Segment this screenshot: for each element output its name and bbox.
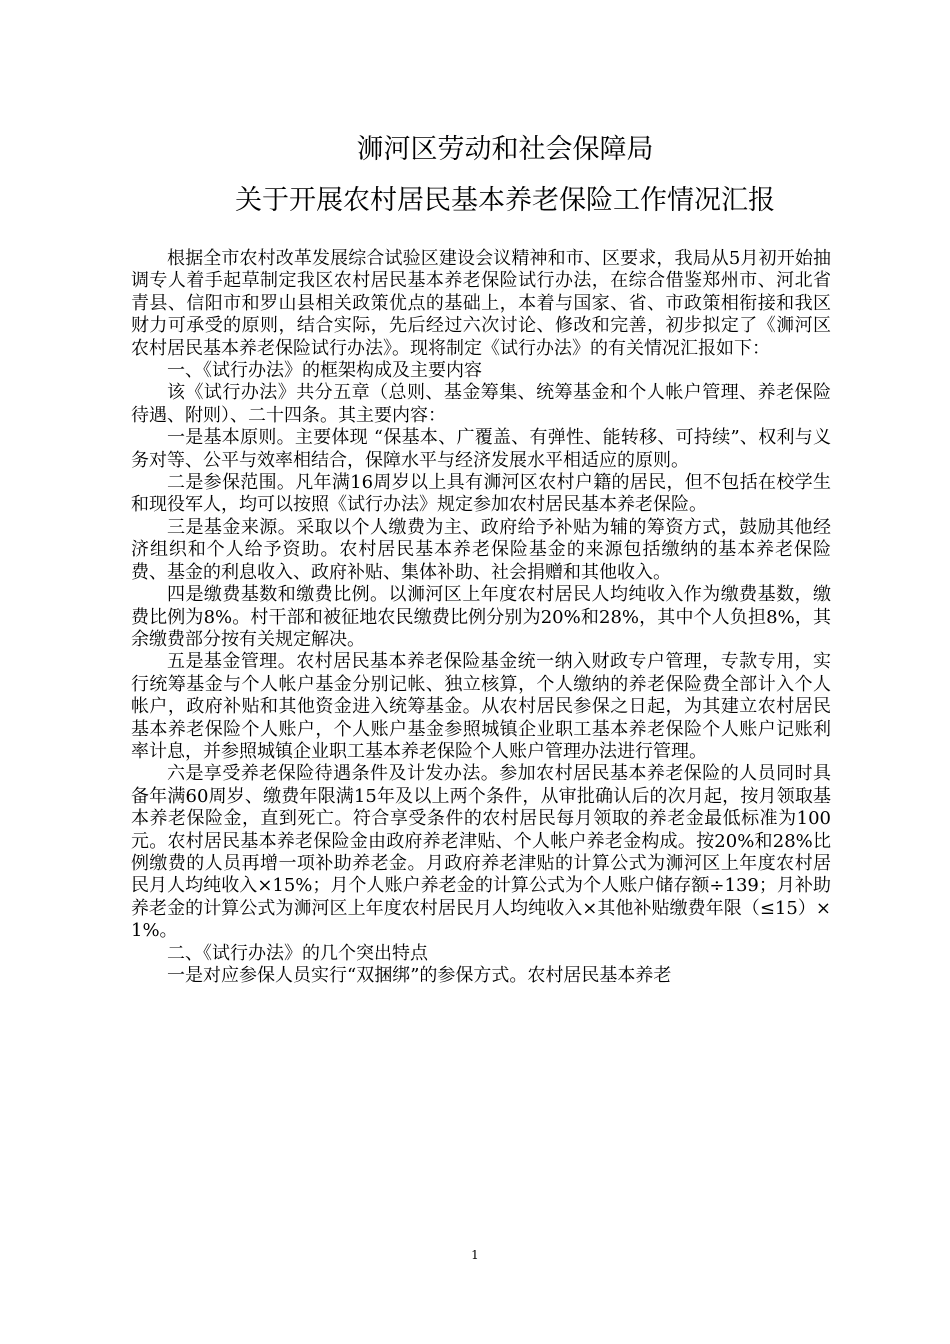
document-title-organization: 浉河区劳动和社会保障局	[356, 134, 654, 165]
point-1-paragraph: 一是基本原则。主要体现 “保基本、广覆盖、有弹性、能转移、可持续”、权利与义务对等、公平与效率相结合，保障水平与经济发展水平相适应的原则。	[131, 427, 831, 471]
intro-paragraph: 根据全市农村改革发展综合试验区建设会议精神和市、区要求，我局从5月初开始抽调专人着手起草制定我区农村居民基本养老保险试行办法，在综合借鉴郑州市、河北省青县、信阳市和罗山县相关政策优点的基础上，本着与国家、省、市政策相衔接和我区财力可承受的原则，结合实际，先后经过六次讨论、修改和完善，初步拟定了《浉河区农村居民基本养老保险试行办法》。现将制定《试行办法》的有关情况汇报如下：	[131, 248, 831, 359]
section-2-heading: 二、《试行办法》的几个突出特点	[167, 942, 428, 964]
point-5-paragraph: 五是基金管理。农村居民基本养老保险基金统一纳入财政专户管理，专款专用，实行统筹基金与个人帐户基金分别记帐、独立核算，个人缴纳的养老保险费全部计入个人帐户，政府补贴和其他资金进入统筹基金。从农村居民参保之日起，为其建立农村居民基本养老保险个人账户，个人账户基金参照城镇企业职工基本养老保险个人账户记账利率计息，并参照城镇企业职工基本养老保险个人账户管理办法进行管理。	[131, 651, 831, 762]
point-6-paragraph: 六是享受养老保险待遇条件及计发办法。参加农村居民基本养老保险的人员同时具备年满60周岁、缴费年限满15年及以上两个条件，从审批确认后的次月起，按月领取基本养老保险金，直到死亡。符合享受条件的农村居民每月领取的养老金最低标准为100元。农村居民基本养老保险金由政府养老津贴、个人帐户养老金构成。按20%和28%比例缴费的人员再增一项补助养老金。月政府养老津贴的计算公式为浉河区上年度农村居民月人均纯收入×15%；月个人账户养老金的计算公式为个人账户储存额÷139；月补助养老金的计算公式为浉河区上年度农村居民月人均纯收入×其他补贴缴费年限（≤15）×1%。	[131, 763, 831, 942]
page-number: 1	[471, 1248, 479, 1262]
point-2-paragraph: 二是参保范围。凡年满16周岁以上具有浉河区农村户籍的居民，但不包括在校学生和现役军人，均可以按照《试行办法》规定参加农村居民基本养老保险。	[131, 472, 831, 516]
document-title-subject: 关于开展农村居民基本养老保险工作情况汇报	[235, 185, 775, 216]
section-1-intro-paragraph: 该《试行办法》共分五章（总则、基金筹集、统筹基金和个人帐户管理、养老保险待遇、附则）、二十四条。其主要内容：	[131, 382, 831, 426]
point-3-paragraph: 三是基金来源。采取以个人缴费为主、政府给予补贴为辅的筹资方式，鼓励其他经济组织和个人给予资助。农村居民基本养老保险基金的来源包括缴纳的基本养老保险费、基金的利息收入、政府补贴、集体补助、社会捐赠和其他收入。	[131, 516, 831, 583]
section-1-heading: 一、《试行办法》的框架构成及主要内容	[167, 360, 482, 382]
point-4-paragraph: 四是缴费基数和缴费比例。以浉河区上年度农村居民人均纯收入作为缴费基数，缴费比例为8%。村干部和被征地农民缴费比例分别为20%和28%，其中个人负担8%，其余缴费部分按有关规定解决。	[131, 584, 831, 650]
document-body	[131, 248, 831, 987]
section-2-point-1-paragraph: 一是对应参保人员实行“双捆绑”的参保方式。农村居民基本养老	[167, 965, 672, 986]
